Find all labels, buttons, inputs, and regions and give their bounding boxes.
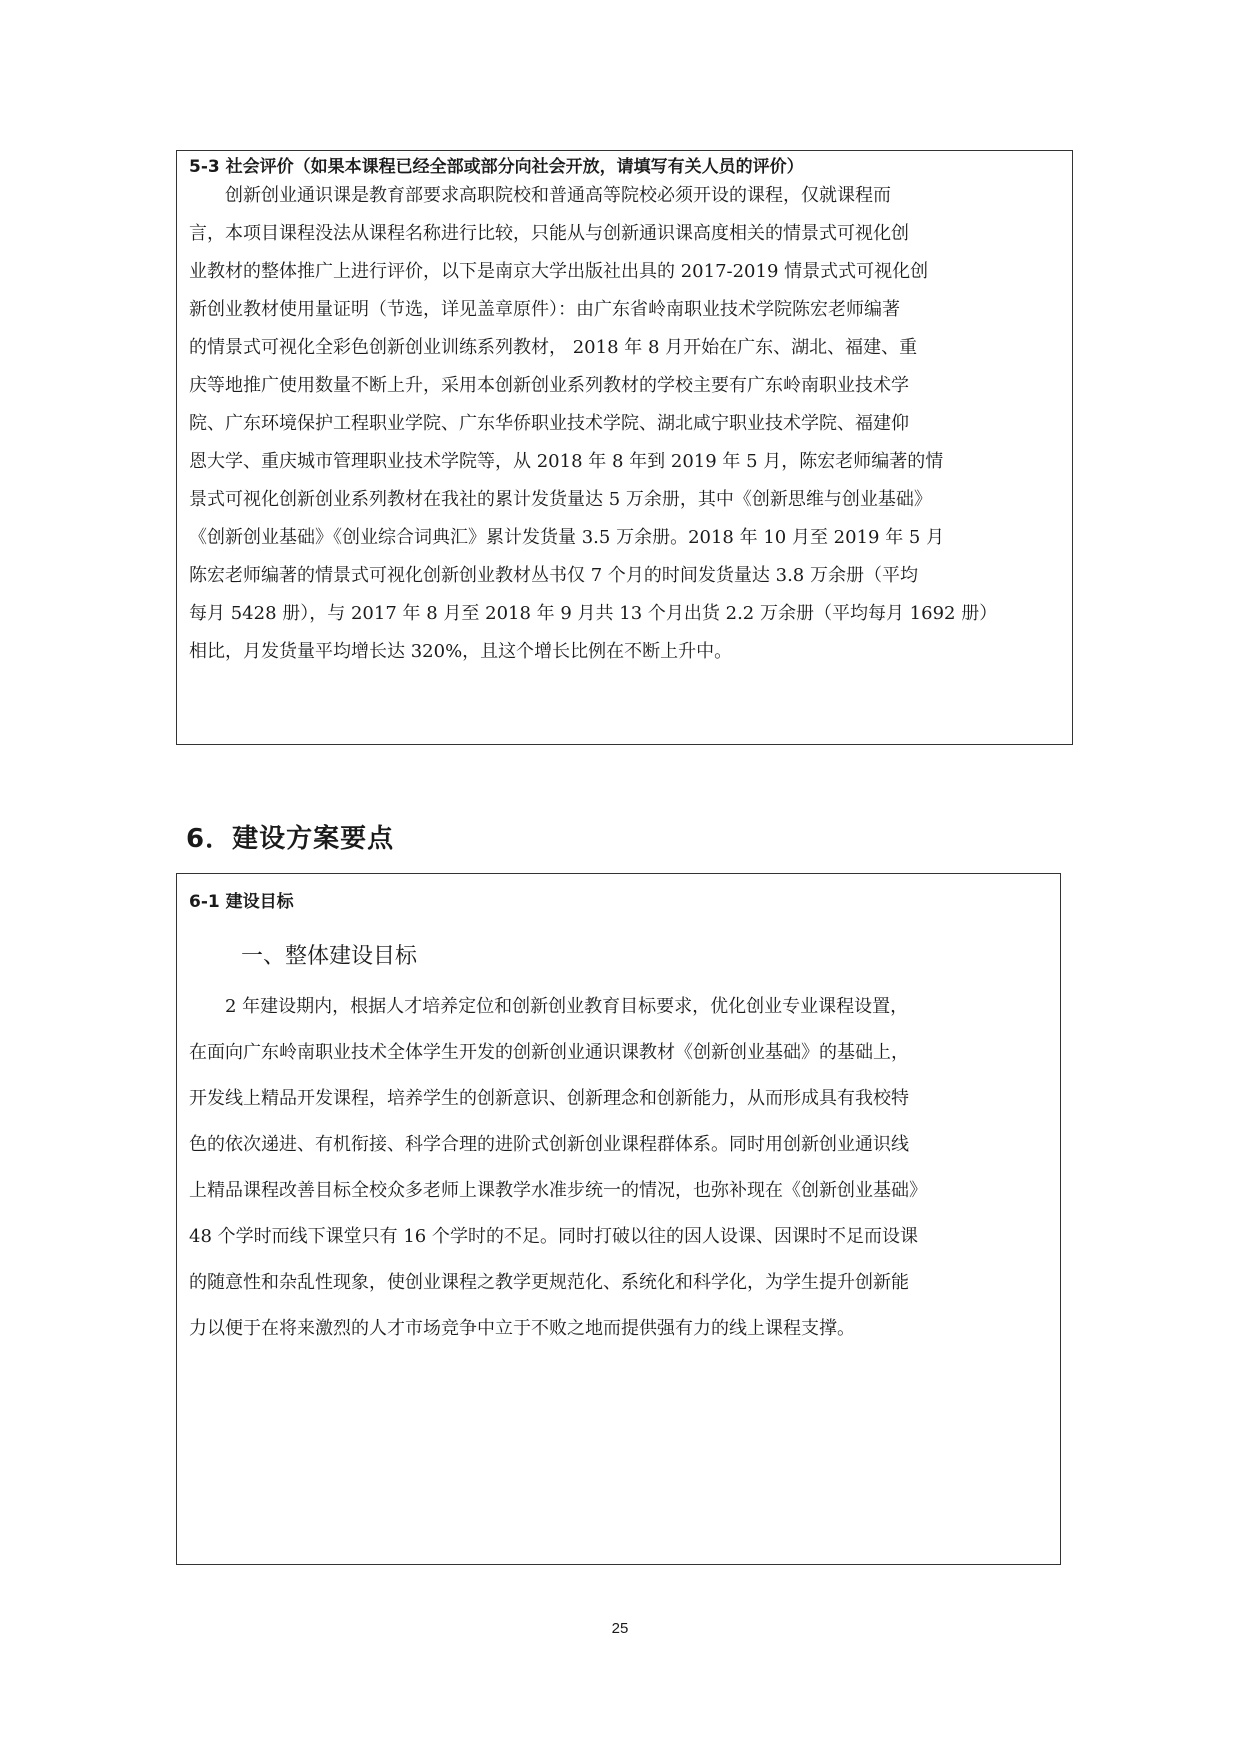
goal-line: 在面向广东岭南职业技术全体学生开发的创新创业通识课教材《创新创业基础》的基础上， <box>189 1042 909 1063</box>
goal-line: 48 个学时而线下课堂只有 16 个学时的不足。同时打破以往的因人设课、因课时不足而设课 <box>189 1226 918 1247</box>
evaluation-line: 景式可视化创新创业系列教材在我社的累计发货量达 5 万余册，其中《创新思维与创业基础》 <box>189 489 932 510</box>
goal-line: 的随意性和杂乱性现象，使创业课程之教学更规范化、系统化和科学化，为学生提升创新能 <box>189 1272 909 1293</box>
evaluation-line: 庆等地推广使用数量不断上升，采用本创新创业系列教材的学校主要有广东岭南职业技术学 <box>189 375 909 396</box>
evaluation-line: 言，本项目课程没法从课程名称进行比较，只能从与创新通识课高度相关的情景式可视化创 <box>189 223 909 244</box>
evaluation-line: 创新创业通识课是教育部要求高职院校和普通高等院校必须开设的课程，仅就课程而 <box>225 185 891 206</box>
evaluation-line: 每月 5428 册），与 2017 年 8 月至 2018 年 9 月共 13 个月出货 2.2 万余册（平均每月 1692 册） <box>189 603 998 624</box>
goal-line: 色的依次递进、有机衔接、科学合理的进阶式创新创业课程群体系。同时用创新创业通识线 <box>189 1134 909 1155</box>
evaluation-line: 新创业教材使用量证明（节选，详见盖章原件）：由广东省岭南职业技术学院陈宏老师编著 <box>189 299 900 320</box>
social-evaluation-body <box>189 177 1060 671</box>
evaluation-line: 的情景式可视化全彩色创新创业训练系列教材， 2018 年 8 月开始在广东、湖北、福建、重 <box>189 337 918 358</box>
section-6-title: 6．建设方案要点 <box>186 824 395 854</box>
goal-line: 开发线上精品开发课程，培养学生的创新意识、创新理念和创新能力，从而形成具有我校特 <box>189 1088 909 1109</box>
evaluation-line: 恩大学、重庆城市管理职业技术学院等，从 2018 年 8 年到 2019 年 5 月，陈宏老师编著的情 <box>189 451 944 472</box>
social-evaluation-box <box>176 150 1073 745</box>
page-number: 25 <box>611 1620 629 1637</box>
goal-line: 上精品课程改善目标全校众多老师上课教学水准步统一的情况，也弥补现在《创新创业基础》 <box>189 1180 927 1201</box>
goal-line: 2 年建设期内，根据人才培养定位和创新创业教育目标要求，优化创业专业课程设置， <box>225 996 909 1017</box>
construction-goal-body <box>189 984 1048 1352</box>
construction-goal-box <box>176 873 1061 1565</box>
goal-line: 力以便于在将来激烈的人才市场竞争中立于不败之地而提供强有力的线上课程支撑。 <box>189 1318 855 1339</box>
overall-goal-subheading: 一、整体建设目标 <box>241 944 418 969</box>
evaluation-line: 陈宏老师编著的情景式可视化创新创业教材丛书仅 7 个月的时间发货量达 3.8 万余册（平均 <box>189 565 918 586</box>
evaluation-line: 相比，月发货量平均增长达 320%，且这个增长比例在不断上升中。 <box>189 641 733 662</box>
evaluation-line: 院、广东环境保护工程职业学院、广东华侨职业技术学院、湖北咸宁职业技术学院、福建仰 <box>189 413 909 434</box>
evaluation-line: 业教材的整体推广上进行评价，以下是南京大学出版社出具的 2017-2019 情景式式可视化创 <box>189 261 929 282</box>
evaluation-line: 《创新创业基础》《创业综合词典汇》累计发货量 3.5 万余册。2018 年 10 月至 2019 年 5 月 <box>189 527 945 548</box>
construction-goal-heading: 6-1 建设目标 <box>189 892 294 912</box>
social-evaluation-heading: 5-3 社会评价（如果本课程已经全部或部分向社会开放，请填写有关人员的评价） <box>189 157 804 177</box>
